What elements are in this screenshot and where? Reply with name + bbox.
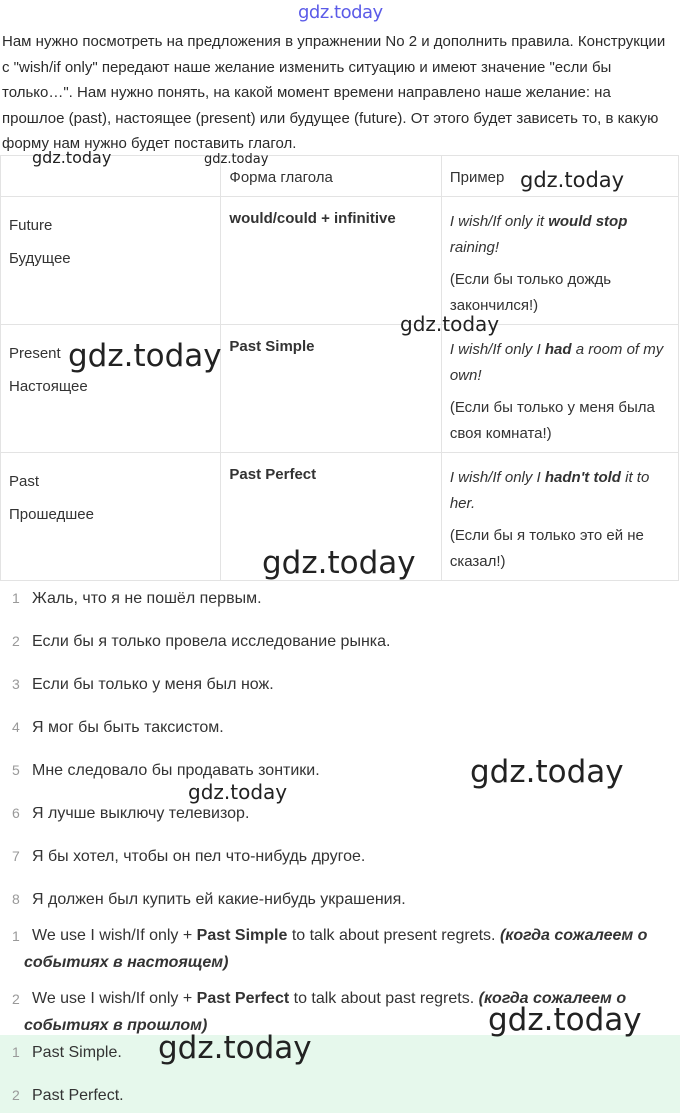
watermark: gdz.today — [188, 780, 288, 804]
form-cell — [221, 197, 441, 325]
example-cell — [441, 197, 678, 325]
example-translation: (Если бы я только это ей не сказал!) — [449, 527, 644, 570]
watermark: gdz.today — [32, 148, 112, 167]
time-ru: Будущее — [9, 250, 71, 267]
verb-form: Past Simple — [229, 338, 315, 355]
time-en: Past — [9, 473, 40, 490]
time-cell — [1, 197, 221, 325]
watermark: gdz.today — [262, 545, 416, 581]
time-ru: Настоящее — [9, 378, 88, 395]
example-translation: (Если бы только дождь закончился!) — [449, 271, 612, 314]
watermark: gdz.today — [520, 168, 625, 192]
form-cell — [221, 325, 441, 453]
verb-form: would/could + infinitive — [229, 210, 396, 227]
example-sentence: I wish/If only I hadn't told it to her. — [449, 469, 650, 512]
watermark: gdz.today — [400, 312, 500, 336]
time-cell — [1, 453, 221, 581]
example-cell — [441, 325, 678, 453]
watermark: gdz.today — [470, 754, 624, 790]
watermark: gdz.today — [204, 152, 269, 167]
watermark: gdz.today — [298, 2, 383, 23]
watermark: gdz.today — [158, 1030, 312, 1066]
time-ru: Прошедшее — [9, 506, 94, 523]
table-row — [1, 197, 679, 325]
watermark: gdz.today — [68, 338, 222, 374]
intro-paragraph: Нам нужно посмотреть на предложения в упражнении No 2 и дополнить правила. Конструкции с "wish/if only" передают наше желание изменить ситуацию и имеют значение "если бы только…". Нам нужно понять, на какой момент времени направлено наше желание: на прошлое (past), настоящее (present) или будущее (future). От этого будет зависеть то, в какую форму нам нужно будет поставить глагол. — [2, 33, 666, 153]
header-cell-form: Форма глагола — [221, 156, 441, 197]
time-en: Present — [9, 345, 61, 362]
example-sentence: I wish/If only it would stop raining! — [449, 213, 628, 256]
example-cell — [441, 453, 678, 581]
time-en: Future — [9, 217, 53, 234]
header-cell-example: Пример — [441, 156, 678, 197]
watermark: gdz.today — [488, 1002, 642, 1038]
example-translation: (Если бы только у меня была своя комната!) — [449, 399, 655, 442]
verb-form: Past Perfect — [229, 466, 317, 483]
example-sentence: I wish/If only I had a room of my own! — [449, 341, 664, 384]
